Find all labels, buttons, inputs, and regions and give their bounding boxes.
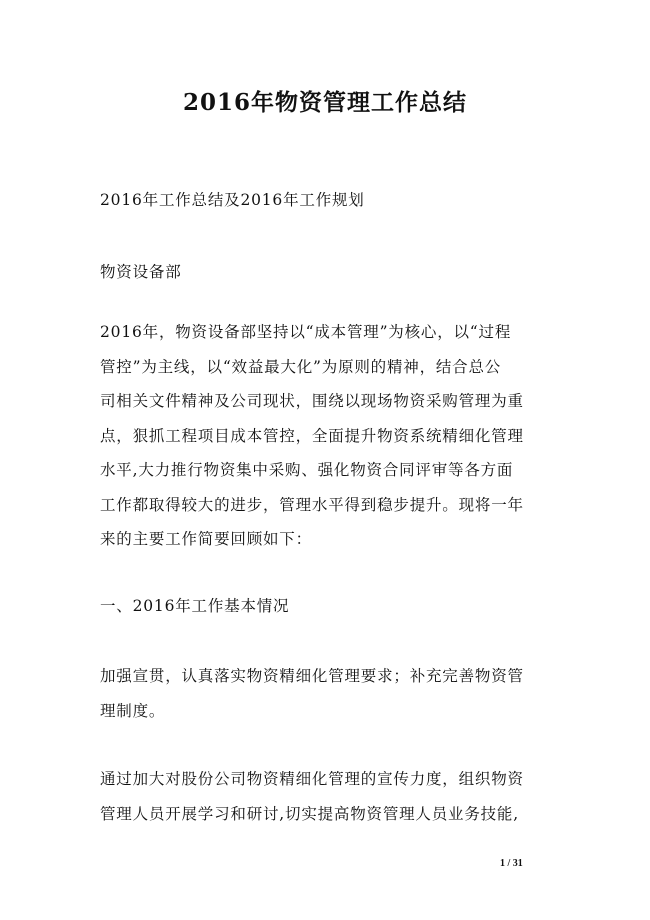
intro-line: 点，狠抓工程项目成本管控，全面提升物资系统精细化管理 bbox=[100, 426, 524, 445]
intro-line: 水平,大力推行物资集中采购、强化物资合同评审等各方面 bbox=[100, 461, 514, 479]
point-line: 加强宣贯，认真落实物资精细化管理要求；补充完善物资管 bbox=[100, 667, 524, 685]
section-heading: 一、2016年工作基本情况 bbox=[100, 597, 290, 615]
point-line: 理制度。 bbox=[100, 701, 166, 720]
document-subtitle: 2016年工作总结及2016年工作规划 bbox=[100, 191, 365, 209]
intro-line: 来的主要工作简要回顾如下： bbox=[100, 530, 312, 548]
detail-paragraph bbox=[100, 762, 570, 831]
intro-paragraph bbox=[100, 315, 570, 557]
intro-line: 管控”为主线，以“效益最大化”为原则的精神，结合总公 bbox=[100, 357, 502, 376]
page-number: 1 / 31 bbox=[500, 858, 523, 869]
department-name: 物资设备部 bbox=[100, 263, 182, 281]
intro-line: 司相关文件精神及公司现状，围绕以现场物资采购管理为重 bbox=[100, 392, 524, 410]
intro-line: 2016年，物资设备部坚持以“成本管理”为核心，以“过程 bbox=[100, 323, 512, 341]
detail-line: 通过加大对股份公司物资精细化管理的宣传力度，组织物资 bbox=[100, 770, 524, 788]
document-title: 2016年物资管理工作总结 bbox=[182, 89, 467, 116]
intro-line: 工作都取得较大的进步，管理水平得到稳步提升。现将一年 bbox=[100, 495, 524, 514]
point-paragraph bbox=[100, 659, 570, 728]
detail-line: 管理人员开展学习和研讨,切实提高物资管理人员业务技能, bbox=[100, 804, 519, 823]
